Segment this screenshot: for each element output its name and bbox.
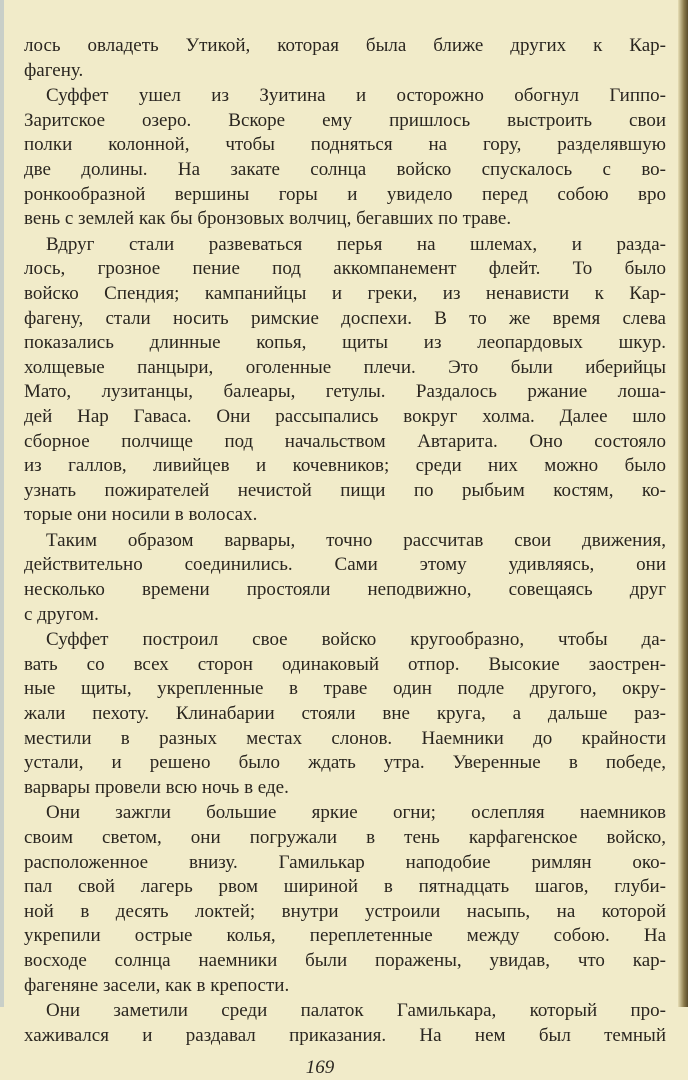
text-line: сборное полчище под начальством Автарита. Оно состояло bbox=[24, 430, 666, 452]
text-line: вать со всех сторон одинаковый отпор. Высокие заострен- bbox=[24, 653, 666, 675]
text-line: несколько времени простояли неподвижно, совещаясь друг bbox=[24, 579, 666, 601]
paragraph bbox=[24, 801, 666, 998]
text-line: ной в десять локтей; внутри устроили насыпь, на которой bbox=[24, 900, 666, 922]
text-line: с другом. bbox=[24, 603, 99, 625]
text-line: Вдруг стали развеваться перья на шлемах, и разда- bbox=[46, 233, 666, 255]
text-line: своим светом, они погружали в тень карфагенское войско, bbox=[24, 827, 666, 848]
text-line: восходе солнца наемники были поражены, увидав, что кар- bbox=[24, 949, 666, 971]
text-line: жали пехоту. Клинабарии стояли вне круга, а дальше раз- bbox=[24, 703, 666, 725]
text-line: ные щиты, укрепленные в траве один подле другого, окру- bbox=[24, 678, 666, 700]
text-line: Они зажгли большие яркие огни; ослепляя наемников bbox=[46, 802, 666, 824]
paragraph bbox=[24, 34, 666, 83]
text-line: торые они носили в волосах. bbox=[24, 504, 258, 526]
text-line: Мато, лузитанцы, балеары, гетулы. Раздалось ржание лоша- bbox=[24, 381, 666, 403]
text-line: две долины. На закате солнца войско спускалось с во- bbox=[24, 158, 666, 180]
text-line: Таким образом варвары, точно рассчитав свои движения, bbox=[46, 529, 666, 551]
paragraph bbox=[24, 628, 666, 800]
text-line: холщевые панцыри, оголенные плечи. Это были иберийцы bbox=[24, 356, 666, 378]
text-line: вень с землей как бы бронзовых волчиц, бегавших по траве. bbox=[24, 208, 512, 230]
text-line: дей Нар Гаваса. Они рассыпались вокруг холма. Далее шло bbox=[24, 405, 666, 427]
text-line: укрепили острые колья, переплетенные между собою. На bbox=[24, 925, 666, 947]
text-line: Суффет построил свое войско кругообразно, чтобы да- bbox=[46, 629, 666, 651]
text-line: устали, и решено было ждать утра. Уверенные в победе, bbox=[24, 752, 666, 774]
text-line: показались длинные копья, щиты из леопардовых шкур. bbox=[24, 332, 666, 354]
text-line: Заритское озеро. Вскоре ему пришлось выстроить свои bbox=[24, 109, 666, 131]
text-line: фагеняне засели, как в крепости. bbox=[24, 974, 290, 996]
page-number: 169 bbox=[305, 1057, 335, 1078]
text-line: фагену, стали носить римские доспехи. В то же время слева bbox=[24, 307, 666, 329]
page-body-text bbox=[24, 34, 666, 1048]
paragraph bbox=[24, 233, 666, 528]
text-line: ронкообразной вершины горы и увидело перед собою вро bbox=[24, 183, 666, 205]
paragraph bbox=[24, 529, 666, 627]
text-line: расположенное внизу. Гамилькар наподобие римлян око- bbox=[24, 851, 666, 873]
scan-edge-left bbox=[0, 0, 4, 1007]
text-line: войско Спендия; кампанийцы и греки, из ненависти к Кар- bbox=[24, 282, 666, 304]
text-line: из галлов, ливийцев и кочевников; среди них можно было bbox=[24, 455, 666, 477]
text-line: пал свой лагерь рвом шириной в пятнадцать шагов, глуби- bbox=[24, 876, 666, 898]
text-line: варвары провели всю ночь в еде. bbox=[24, 776, 289, 798]
book-spine-edge bbox=[678, 0, 688, 1007]
text-line: хаживался и раздавал приказания. На нем был темный bbox=[24, 1024, 666, 1046]
text-line: местили в разных местах слонов. Наемники до крайности bbox=[24, 727, 666, 749]
text-line: полки колонной, чтобы подняться на гору, разделявшую bbox=[24, 134, 666, 156]
paragraph bbox=[24, 84, 666, 232]
text-line: действительно соединились. Сами этому удивляясь, они bbox=[24, 554, 666, 576]
text-line: лось овладеть Утикой, которая была ближе других к Кар- bbox=[24, 35, 666, 56]
text-line: узнать пожирателей нечистой пищи по рыбьим костям, ко- bbox=[24, 479, 666, 501]
text-line: лось, грозное пение под аккомпанемент флейт. То было bbox=[24, 258, 666, 280]
text-line: фагену. bbox=[24, 59, 84, 81]
text-line: Суффет ушел из Зуитина и осторожно обогнул Гиппо- bbox=[46, 85, 666, 107]
text-line: Они заметили среди палаток Гамилькара, который про- bbox=[46, 1000, 666, 1022]
